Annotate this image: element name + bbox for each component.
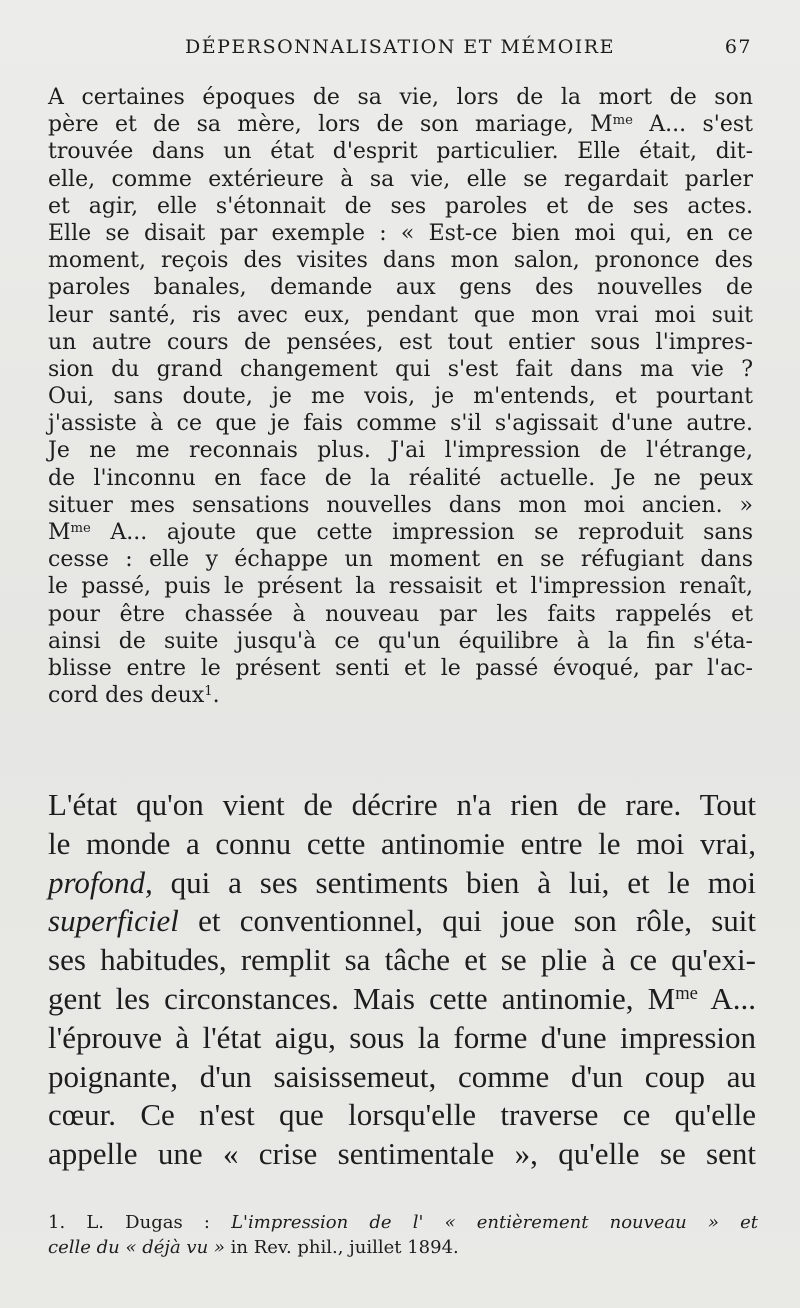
superscript-me: me [70, 520, 91, 536]
text-line: blisse entre le présent senti et le passé évoqué, par l'ac- [48, 655, 753, 681]
footnote-italic: L'impression de l' « entièrement nouveau » et [231, 1212, 758, 1233]
text-line: le monde a connu cette antinomie entre le moi vrai, [48, 825, 756, 861]
text-line: Je ne me reconnais plus. J'ai l'impression de l'étrange, [48, 438, 753, 464]
text-line: appelle une « crise sentimentale », qu'elle se sent [48, 1136, 756, 1172]
text-line: leur santé, ris avec eux, pendant que mon vrai moi suit [48, 302, 753, 328]
footnote-italic: celle du « déjà vu » [48, 1237, 225, 1258]
text-line: pour être chassée à nouveau par les faits rappelés et [48, 601, 753, 627]
page-header [48, 36, 752, 66]
page-number: 67 [724, 36, 752, 58]
text-line: trouvée dans un état d'esprit particulier. Elle était, dit- [48, 139, 753, 165]
text-line: j'assiste à ce que je fais comme s'il s'agissait d'une autre. [48, 411, 753, 437]
text-line: poignante, d'un saisissemeut, comme d'un coup au [48, 1058, 756, 1094]
footnote-line: 1. L. Dugas : L'impression de l' « entièrement nouveau » et [48, 1212, 758, 1233]
text-line: A certaines époques de sa vie, lors de la mort de son [48, 85, 753, 110]
footnote-line: celle du « déjà vu » in Rev. phil., juillet 1894. [48, 1237, 459, 1258]
text-line: moment, reçois des visites dans mon salon, prononce des [48, 248, 753, 274]
italic-term: profond, [48, 864, 153, 900]
text-line: cesse : elle y échappe un moment en se réfugiant dans [48, 547, 753, 573]
text-line: elle, comme extérieure à sa vie, elle se regardait parler [48, 166, 753, 192]
superscript-me: me [675, 982, 698, 1004]
text-line: Oui, sans doute, je me vois, je m'entends, et pourtant [48, 384, 753, 410]
footnote [48, 1210, 758, 1260]
text-line: un autre cours de pensées, est tout entier sous l'impres- [48, 329, 753, 355]
text-line: situer mes sensations nouvelles dans mon moi ancien. » [48, 492, 753, 518]
superscript-me: me [612, 112, 633, 128]
text-line: superficiel et conventionnel, qui joue son rôle, suit [48, 903, 756, 939]
text-line: gent les circonstances. Mais cette antinomie, $M^{me}$ A... [48, 980, 756, 1016]
running-head: DÉPERSONNALISATION ET MÉMOIRE [185, 36, 615, 58]
paragraph-commentary [48, 786, 756, 1174]
footnote-reference: 1 [204, 683, 213, 699]
text-line: ainsi de suite jusqu'à ce qu'un équilibre à la fin s'éta- [48, 628, 753, 654]
text-line: cord des deux$^1$. [48, 683, 220, 709]
text-line: profond, qui a ses sentiments bien à lui, et le moi [48, 864, 756, 900]
text-line: de l'inconnu en face de la réalité actuelle. Je ne peux [48, 465, 753, 491]
text-line: Elle se disait par exemple : « Est-ce bien moi qui, en ce [48, 220, 753, 246]
paragraph-case-description [48, 84, 753, 709]
text-line: L'état qu'on vient de décrire n'a rien de rare. Tout [48, 787, 756, 822]
text-line: sion du grand changement qui s'est fait dans ma vie ? [48, 356, 753, 382]
text-line: paroles banales, demande aux gens des nouvelles de [48, 275, 753, 301]
italic-term: superficiel [48, 903, 179, 939]
text-line: le passé, puis le présent la ressaisit et l'impression renaît, [48, 574, 753, 600]
text-line: ses habitudes, remplit sa tâche et se plie à ce qu'exi- [48, 942, 756, 978]
text-line: l'éprouve à l'état aigu, sous la forme d'une impression [48, 1019, 756, 1055]
text-line: père et de sa mère, lors de son mariage, $M^{me}$ A... s'est [48, 112, 753, 138]
text-line: cœur. Ce n'est que lorsqu'elle traverse ce qu'elle [48, 1097, 756, 1133]
text-line: et agir, elle s'étonnait de ses paroles et de ses actes. [48, 193, 753, 219]
text-line: $M^{me}$ A... ajoute que cette impression se reproduit sans [48, 520, 753, 545]
